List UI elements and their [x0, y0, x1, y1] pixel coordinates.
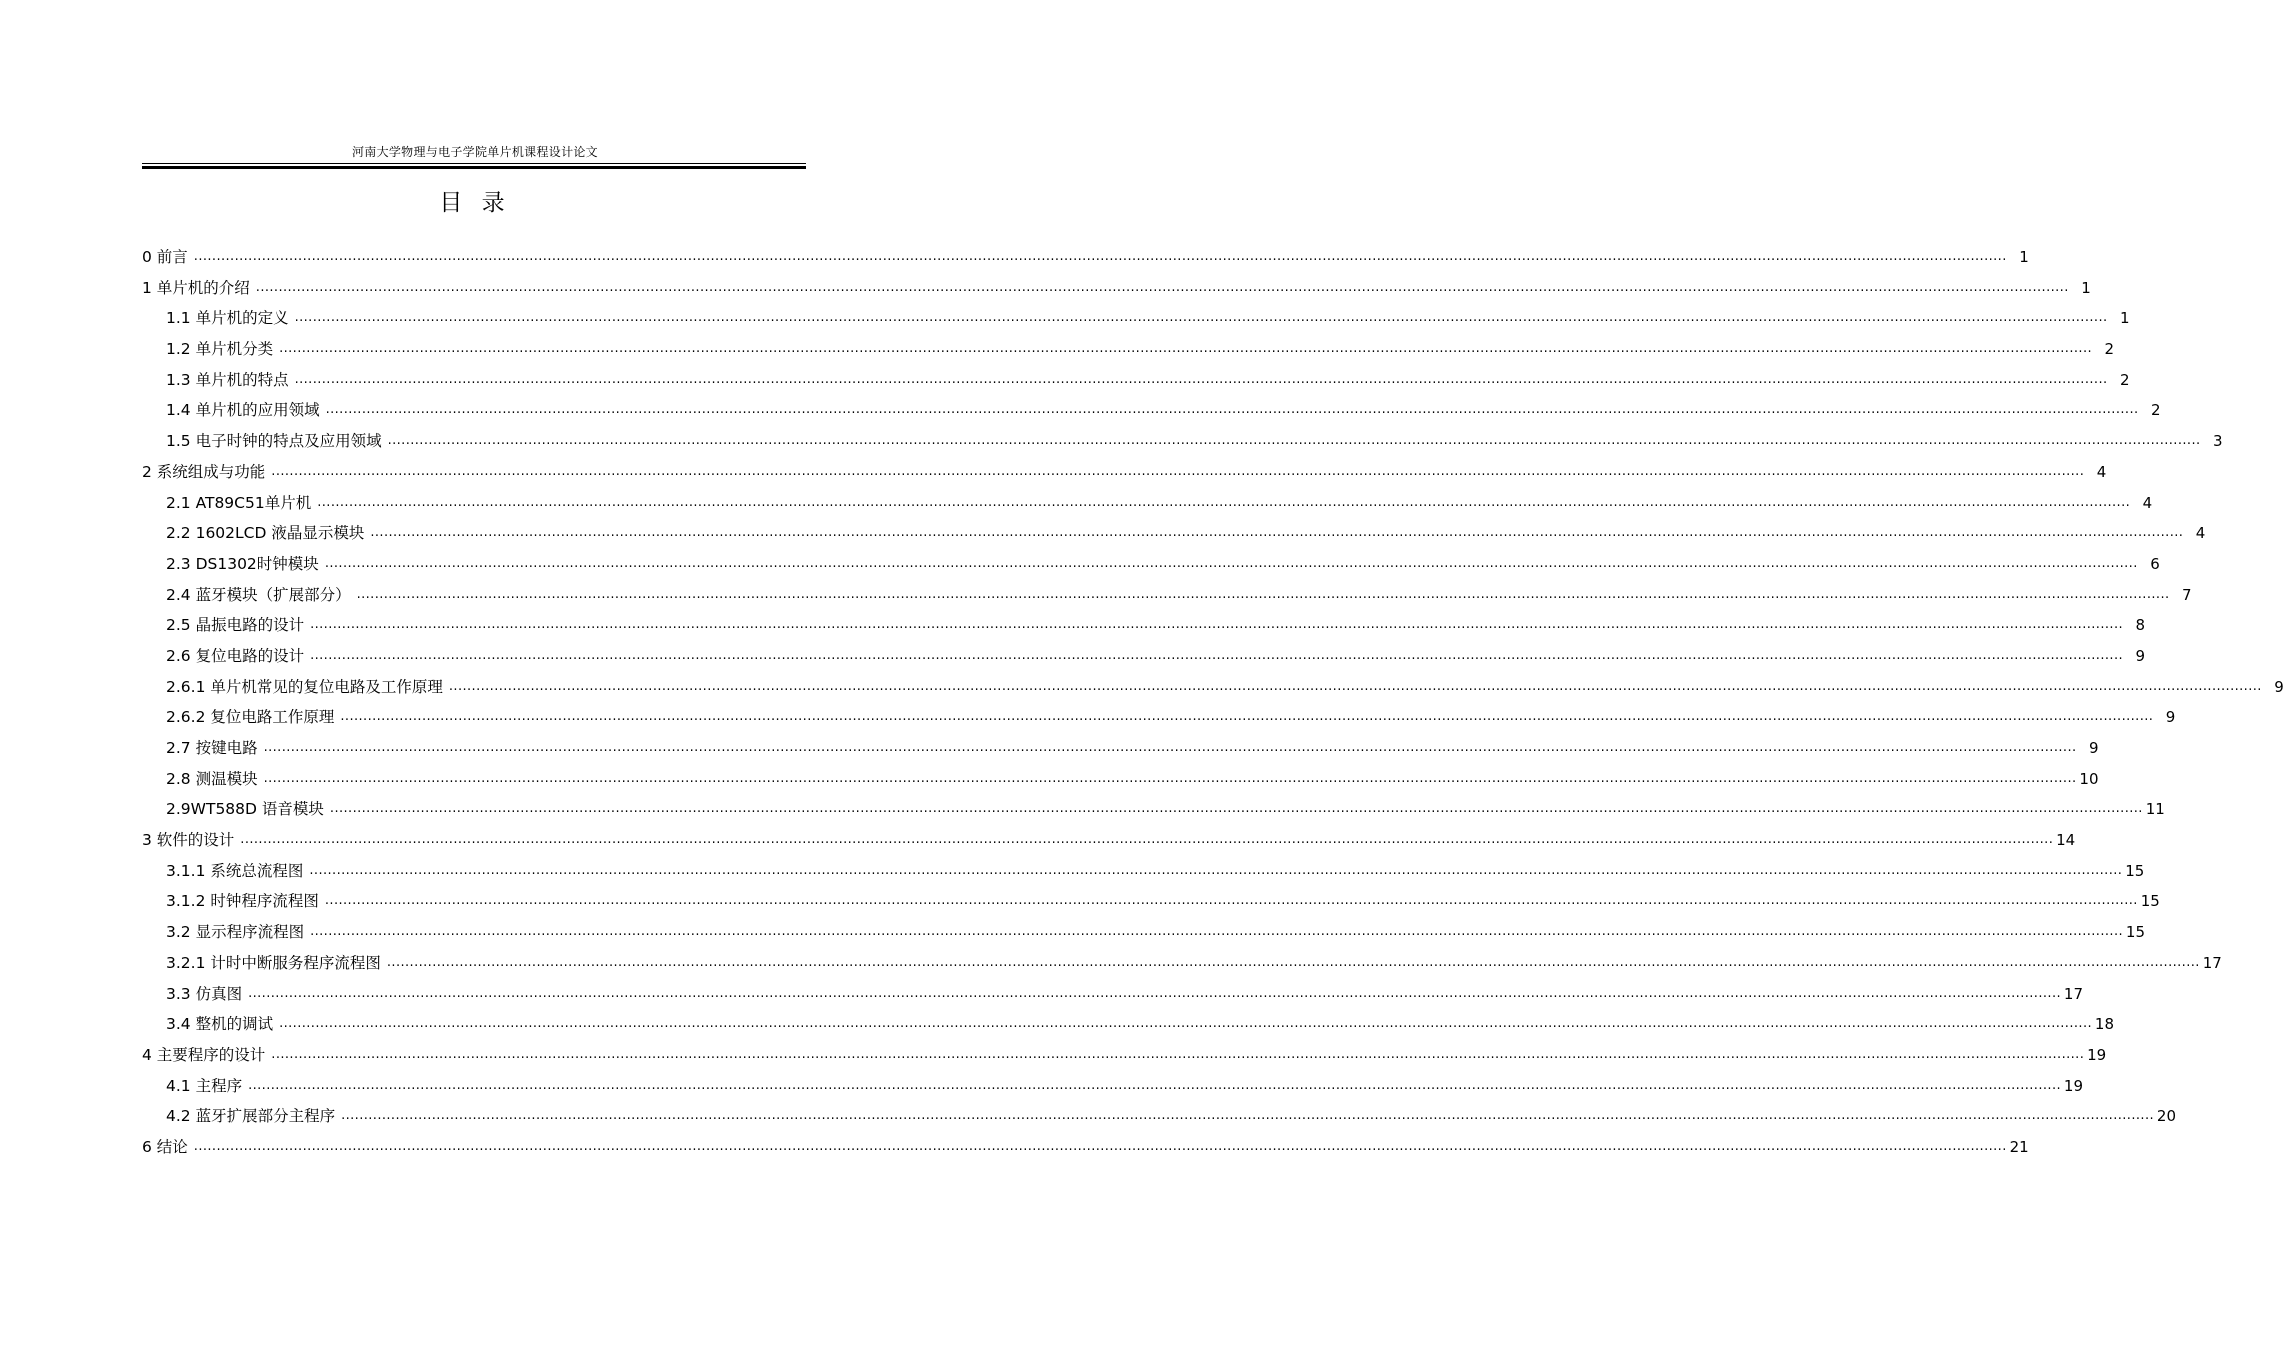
toc-entry-page-number: 11 [2145, 800, 2165, 819]
toc-entry-label: 3.1.1 系统总流程图 [166, 859, 309, 883]
toc-dot-leader: ................................................................................................................................................................................................................................................................................................................................................................................................................ [317, 494, 2131, 510]
toc-entry-label: 6 结论 [142, 1135, 194, 1159]
toc-entry[interactable] [142, 1074, 2084, 1105]
toc-entry-label: 1 单片机的介绍 [142, 276, 256, 300]
toc-entry[interactable] [142, 767, 2099, 798]
toc-entry[interactable] [142, 889, 2160, 920]
toc-entry-page-number: 6 [2150, 554, 2160, 573]
toc-entry[interactable] [142, 337, 2115, 368]
toc-entry-page-number: 4 [2096, 462, 2107, 481]
toc-dot-leader: ................................................................................................................................................................................................................................................................................................................................................................................................................ [310, 924, 2124, 940]
toc-dot-leader: ................................................................................................................................................................................................................................................................................................................................................................................................................ [294, 371, 2108, 387]
toc-entry-page-number: 2 [2119, 370, 2130, 389]
toc-entry[interactable] [142, 398, 2161, 429]
toc-entry[interactable] [142, 491, 2153, 522]
toc-entry[interactable] [142, 1135, 2029, 1166]
toc-entry-page-number: 18 [2094, 1015, 2115, 1034]
toc-entry-page-number: 1 [2081, 278, 2091, 297]
toc-entry-label: 4 主要程序的设计 [142, 1043, 271, 1067]
toc-entry-page-number: 9 [2165, 708, 2176, 727]
toc-entry-label: 1.3 单片机的特点 [166, 368, 295, 392]
toc-dot-leader: ................................................................................................................................................................................................................................................................................................................................................................................................................ [324, 893, 2138, 909]
toc-entry[interactable] [142, 613, 2146, 644]
toc-entry-page-number: 14 [2056, 831, 2076, 850]
toc-entry-page-number: 15 [2140, 892, 2160, 911]
toc-entry-label: 2.6.2 复位电路工作原理 [166, 705, 340, 729]
toc-entry[interactable] [142, 675, 2284, 706]
toc-entry-label: 2.5 晶振电路的设计 [166, 613, 310, 637]
header-rule-thin [142, 163, 806, 164]
toc-entry-page-number: 2 [2150, 401, 2161, 420]
toc-entry-page-number: 8 [2135, 616, 2146, 635]
toc-entry[interactable] [142, 1104, 2177, 1135]
toc-entry-page-number: 19 [2063, 1076, 2084, 1095]
toc-entry[interactable] [142, 920, 2146, 951]
toc-dot-leader: ................................................................................................................................................................................................................................................................................................................................................................................................................ [310, 617, 2124, 633]
toc-entry-label: 2.9WT588D 语音模块 [166, 797, 330, 821]
toc-entry[interactable] [142, 705, 2176, 736]
toc-dot-leader: ................................................................................................................................................................................................................................................................................................................................................................................................................ [329, 801, 2143, 817]
toc-entry[interactable] [142, 828, 2076, 859]
toc-dot-leader: ................................................................................................................................................................................................................................................................................................................................................................................................................ [341, 1108, 2155, 1124]
toc-dot-leader: ................................................................................................................................................................................................................................................................................................................................................................................................................ [271, 1046, 2085, 1062]
toc-entry-page-number: 17 [2063, 984, 2084, 1003]
toc-entry[interactable] [142, 460, 2107, 491]
toc-entry-page-number: 9 [2274, 677, 2284, 696]
toc-dot-leader: ................................................................................................................................................................................................................................................................................................................................................................................................................ [370, 525, 2184, 541]
toc-entry-page-number: 1 [2119, 309, 2130, 328]
header-rule-thick [142, 166, 806, 169]
toc-dot-leader: ................................................................................................................................................................................................................................................................................................................................................................................................................ [263, 770, 2077, 786]
toc-entry-label: 2.4 蓝牙模块（扩展部分） [166, 583, 357, 607]
toc-dot-leader: ................................................................................................................................................................................................................................................................................................................................................................................................................ [325, 402, 2139, 418]
toc-entry[interactable] [142, 1043, 2107, 1074]
toc-entry-label: 2.7 按键电路 [166, 736, 264, 760]
toc-dot-leader: ................................................................................................................................................................................................................................................................................................................................................................................................................ [248, 1077, 2062, 1093]
toc-entry[interactable] [142, 797, 2165, 828]
toc-entry[interactable] [142, 306, 2130, 337]
toc-entry[interactable] [142, 521, 2206, 552]
toc-entry[interactable] [142, 368, 2130, 399]
toc-entry-page-number: 9 [2135, 646, 2146, 665]
toc-entry-label: 3.3 仿真图 [166, 982, 248, 1006]
toc-dot-leader: ................................................................................................................................................................................................................................................................................................................................................................................................................ [193, 249, 2007, 264]
toc-dot-leader: ................................................................................................................................................................................................................................................................................................................................................................................................................ [279, 341, 2093, 357]
toc-entry-page-number: 10 [2079, 769, 2099, 788]
toc-entry-page-number: 3 [2212, 432, 2223, 451]
toc-entry-label: 3.4 整机的调试 [166, 1012, 279, 1036]
toc-dot-leader: ................................................................................................................................................................................................................................................................................................................................................................................................................ [448, 678, 2262, 694]
toc-entry-label: 2.6.1 单片机常见的复位电路及工作原理 [166, 675, 449, 699]
toc-entry-label: 2.2 1602LCD 液晶显示模块 [166, 521, 370, 545]
toc-entry-label: 3.2 显示程序流程图 [166, 920, 310, 944]
toc-dot-leader: ................................................................................................................................................................................................................................................................................................................................................................................................................ [356, 586, 2170, 602]
toc-entry-label: 3.1.2 时钟程序流程图 [166, 889, 325, 913]
toc-dot-leader: ................................................................................................................................................................................................................................................................................................................................................................................................................ [310, 647, 2124, 663]
toc-entry-label: 2.1 AT89C51单片机 [166, 491, 317, 515]
toc-entry-label: 1.1 单片机的定义 [166, 306, 295, 330]
toc-dot-leader: ................................................................................................................................................................................................................................................................................................................................................................................................................ [255, 279, 2069, 295]
toc-dot-leader: ................................................................................................................................................................................................................................................................................................................................................................................................................ [193, 1138, 2007, 1154]
toc-entry[interactable] [142, 951, 2222, 982]
toc-dot-leader: ................................................................................................................................................................................................................................................................................................................................................................................................................ [294, 310, 2108, 326]
toc-dot-leader: ................................................................................................................................................................................................................................................................................................................................................................................................................ [340, 709, 2154, 725]
toc-dot-leader: ................................................................................................................................................................................................................................................................................................................................................................................................................ [386, 954, 2200, 970]
toc-entry-label: 3.2.1 计时中断服务程序流程图 [166, 951, 387, 975]
toc-entry[interactable] [142, 859, 2145, 890]
toc-entry[interactable] [142, 429, 2223, 460]
toc-entry-page-number: 7 [2181, 585, 2192, 604]
toc-entry[interactable] [142, 982, 2084, 1013]
toc-dot-leader: ................................................................................................................................................................................................................................................................................................................................................................................................................ [279, 1016, 2093, 1032]
toc-entry-page-number: 17 [2202, 953, 2222, 972]
toc-entry-label: 2 系统组成与功能 [142, 460, 271, 484]
toc-entry[interactable] [142, 644, 2146, 675]
toc-dot-leader: ................................................................................................................................................................................................................................................................................................................................................................................................................ [271, 463, 2085, 479]
toc-entry-label: 1.5 电子时钟的特点及应用领域 [166, 429, 388, 453]
toc-entry-page-number: 9 [2088, 739, 2099, 757]
toc-entry-label: 4.1 主程序 [166, 1074, 248, 1098]
toc-entry[interactable] [142, 1012, 2115, 1043]
toc-dot-leader: ................................................................................................................................................................................................................................................................................................................................................................................................................ [263, 740, 2077, 755]
toc-entry-label: 2.6 复位电路的设计 [166, 644, 310, 668]
toc-entry-label: 3 软件的设计 [142, 828, 240, 852]
toc-entry[interactable] [142, 583, 2192, 614]
toc-entry[interactable] [142, 276, 2091, 307]
toc-dot-leader: ................................................................................................................................................................................................................................................................................................................................................................................................................ [324, 555, 2138, 571]
toc-entry-page-number: 20 [2156, 1107, 2177, 1126]
toc-entry-label: 1.4 单片机的应用领域 [166, 398, 326, 422]
toc-entry-page-number: 21 [2009, 1137, 2029, 1156]
toc-dot-leader: ................................................................................................................................................................................................................................................................................................................................................................................................................ [387, 433, 2201, 449]
toc-entry-page-number: 19 [2087, 1045, 2107, 1064]
toc-entry-label: 2.8 测温模块 [166, 767, 264, 791]
toc-title: 目 录 [439, 190, 511, 216]
toc-entry-label: 2.3 DS1302时钟模块 [166, 552, 325, 576]
toc-entry-page-number: 15 [2125, 861, 2145, 880]
toc-entry[interactable] [142, 245, 2029, 276]
toc-dot-leader: ................................................................................................................................................................................................................................................................................................................................................................................................................ [248, 985, 2062, 1001]
toc-entry-label: 4.2 蓝牙扩展部分主程序 [166, 1104, 341, 1128]
toc-entry[interactable] [142, 736, 2099, 767]
toc-entry-page-number: 15 [2125, 923, 2146, 942]
toc-entry-page-number: 2 [2104, 340, 2115, 359]
toc-dot-leader: ................................................................................................................................................................................................................................................................................................................................................................................................................ [240, 832, 2054, 848]
toc-entry-page-number: 1 [2019, 248, 2029, 266]
toc-dot-leader: ................................................................................................................................................................................................................................................................................................................................................................................................................ [309, 862, 2123, 878]
toc-entry-page-number: 4 [2142, 493, 2153, 512]
running-header: 河南大学物理与电子学院单片机课程设计论文 [351, 145, 598, 159]
table-of-contents [142, 245, 2284, 1166]
toc-entry-label: 0 前言 [142, 245, 194, 269]
toc-entry[interactable] [142, 552, 2160, 583]
toc-entry-label: 1.2 单片机分类 [166, 337, 279, 361]
toc-entry-page-number: 4 [2195, 524, 2206, 543]
